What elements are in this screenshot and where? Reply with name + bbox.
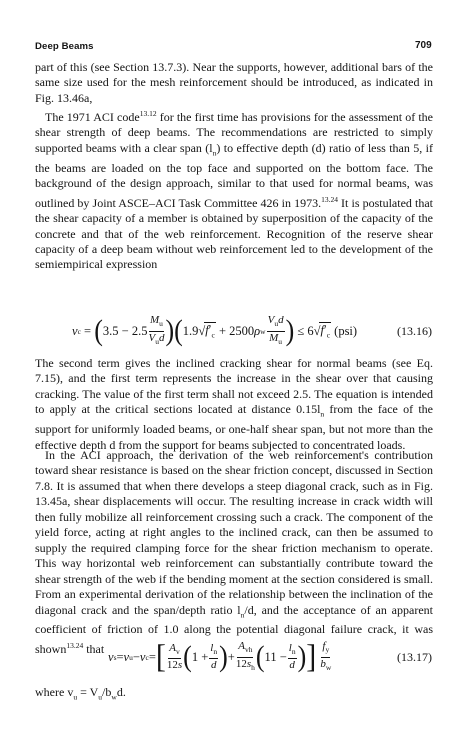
- running-title: Deep Beams: [35, 41, 94, 52]
- paragraph-2: The 1971 ACI code$^{13.12}$ for the first time has provisions for the assessment of the shear strength of deep beams. The recommendations are restricted to simply supported beams with a clear span $(l_n)$ to effective depth (d) ratio of less than 5, if the beams are loaded on the top face and supported on the bottom face. The background of the design approach, similar to that used for normal beams, was outlined by Joint ASCE–ACI Task Committee 426 in 1973.$^{13.24}$ It is postulated that the shear capacity of a member is obtained by superposition of the capacity of the concrete and that of the web reinforcement. Recognition of the reserve shear capacity of a deep beam without web reinforcement led to the development of the semiempirical expression: [35, 109, 434, 272]
- paragraph-1: part of this (see Section 13.7.3). Near the supports, however, additional bars of the same size used for the mesh reinforcement should be introduced, as indicated in Fig. 13.46a,: [35, 60, 433, 105]
- paragraph-3: The second term gives the inclined cracking shear for normal beams (see Eq. 7.15), and the first term represents the increase in the shear over that causing cracking. The value of the first term shall not exceed 2.5. The equation is intended to apply at the critical sections located at distance $0.15l_n$ from the face of the support for uniformly loaded beams, or one-half shear span, but not more than the effective depth d from the support for beams subjected to concentrated loads.: [35, 356, 433, 452]
- equation-13-16: v c = ( 3.5 − 2.5 $\frac{M_u}{V_ud}$ ) ( 1.9√ $f'_c$ + 2500 ρ w $\frac{V_ud}{M_u}$ ) ≤ 6√ $f'_c$ (psi): [72, 313, 358, 348]
- equation-13-17: v s = v u − v c = [ $\frac{A_v}{12s}$ ( 1 + $\frac{l_n}{d}$ ) + $\frac{A_{vh}}{12s_h}$ ( 11 − $\frac{l_n}{d}$ ) ] $\frac{f_y}{b_w}$: [108, 638, 332, 675]
- where-clause: where $v_u = V_u/b_wd$.: [35, 685, 126, 702]
- paragraph-4: In the ACI approach, the derivation of the web reinforcement's contribution toward shear resistance is based on the shear friction concept, discussed in Section 7.8. It is assumed that when there develops a steep diagonal crack, such as in Fig. 13.45a, shear displacements will occur. The resulting increase in crack width will then fully mobilize all reinforcement crossing such a crack. The component of the yield force, acting at right angles to the inclined crack, can then be assumed to supply the required clamping force for the shear friction mechanism to operate. This way horizontal web reinforcement can substantially contribute toward the shear strength of the web if the bending moment at the section considered is small. From an experimental derivation of the relationship between the inclination of the diagonal crack and the span/depth ratio $l_n/d$, and the acceptance of an apparent coefficient of friction of 1.0 along the potential diagonal failure crack, it was shown$^{13.24}$ that: [35, 448, 433, 656]
- equation-number-13-17: (13.17): [397, 650, 432, 664]
- equation-number-13-16: (13.16): [397, 324, 432, 338]
- page-number: 709: [415, 40, 432, 51]
